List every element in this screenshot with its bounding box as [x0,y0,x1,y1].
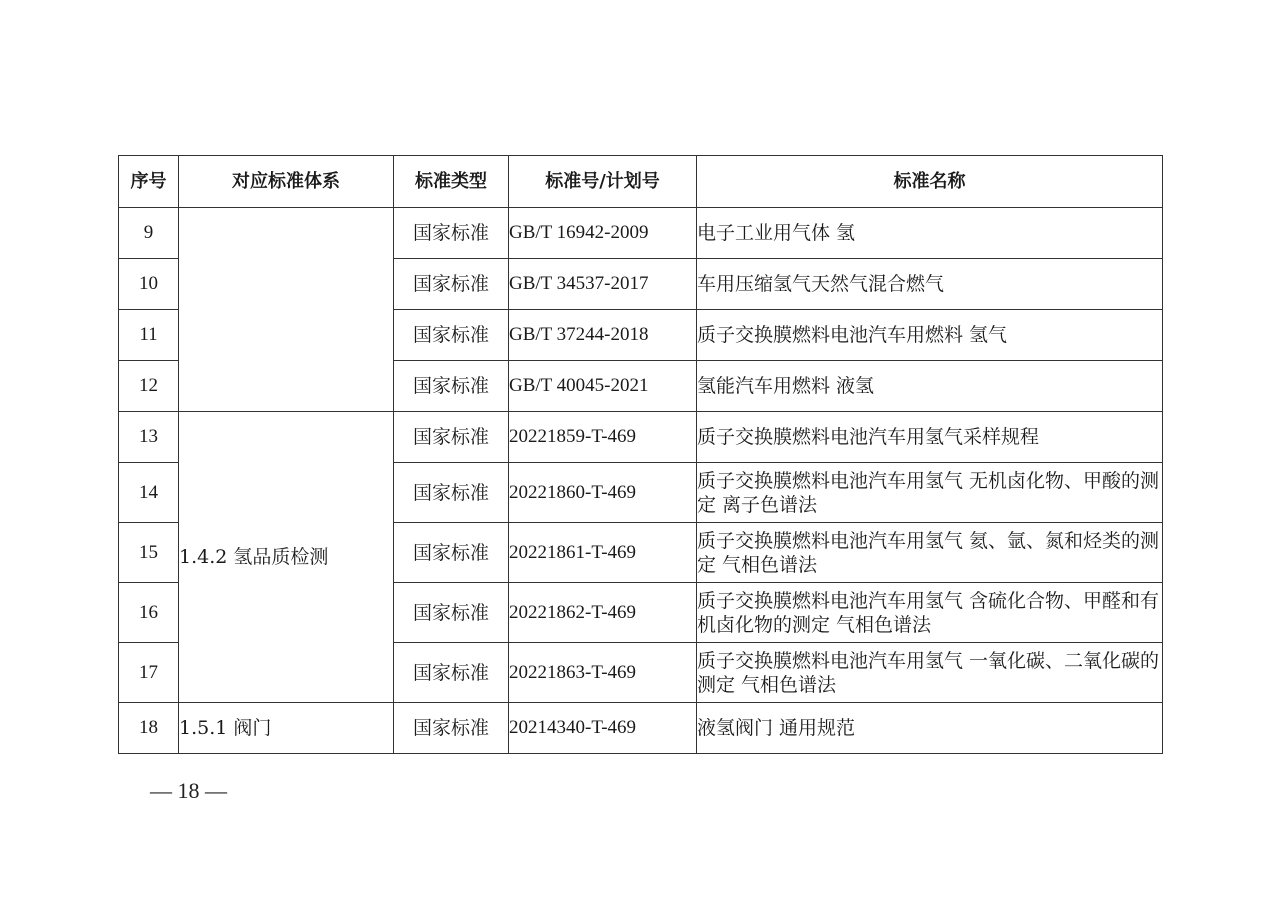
row-name: 质子交换膜燃料电池汽车用氢气 含硫化合物、甲醛和有机卤化物的测定 气相色谱法 [697,583,1163,643]
row-type: 国家标准 [394,259,509,310]
table-header-row [119,156,1163,208]
row-name: 电子工业用气体 氢 [697,208,1163,259]
row-code: GB/T 16942-2009 [509,208,697,259]
row-name: 质子交换膜燃料电池汽车用氢气 无机卤化物、甲酸的测定 离子色谱法 [697,463,1163,523]
page-number: — 18 — [150,778,227,803]
table-row [119,208,1163,259]
row-type: 国家标准 [394,703,509,754]
row-name: 质子交换膜燃料电池汽车用氢气 一氧化碳、二氧化碳的测定 气相色谱法 [697,643,1163,703]
row-type: 国家标准 [394,463,509,523]
row-seq: 9 [119,208,179,259]
row-type: 国家标准 [394,361,509,412]
standards-table [118,155,1163,754]
row-code: GB/T 40045-2021 [509,361,697,412]
row-seq: 15 [119,523,179,583]
row-seq: 17 [119,643,179,703]
header-seq: 序号 [119,156,179,208]
row-seq: 11 [119,310,179,361]
row-name: 质子交换膜燃料电池汽车用燃料 氢气 [697,310,1163,361]
row-code: 20221862-T-469 [509,583,697,643]
row-seq: 10 [119,259,179,310]
row-name: 质子交换膜燃料电池汽车用氢气 氦、氩、氮和烃类的测定 气相色谱法 [697,523,1163,583]
row-seq: 14 [119,463,179,523]
row-system [179,208,394,412]
row-type: 国家标准 [394,643,509,703]
row-system: 1.4.2 氢品质检测 [179,412,394,703]
row-name: 液氢阀门 通用规范 [697,703,1163,754]
row-code: 20221863-T-469 [509,643,697,703]
row-name: 车用压缩氢气天然气混合燃气 [697,259,1163,310]
row-code: 20214340-T-469 [509,703,697,754]
row-type: 国家标准 [394,583,509,643]
row-type: 国家标准 [394,523,509,583]
row-code: GB/T 37244-2018 [509,310,697,361]
header-type: 标准类型 [394,156,509,208]
row-code: 20221859-T-469 [509,412,697,463]
row-seq: 12 [119,361,179,412]
row-name: 氢能汽车用燃料 液氢 [697,361,1163,412]
table-row [119,412,1163,463]
row-code: 20221860-T-469 [509,463,697,523]
row-seq: 16 [119,583,179,643]
row-seq: 13 [119,412,179,463]
table-row [119,703,1163,754]
row-name: 质子交换膜燃料电池汽车用氢气采样规程 [697,412,1163,463]
header-system: 对应标准体系 [179,156,394,208]
header-name: 标准名称 [697,156,1163,208]
row-type: 国家标准 [394,412,509,463]
row-code: GB/T 34537-2017 [509,259,697,310]
row-seq: 18 [119,703,179,754]
row-type: 国家标准 [394,310,509,361]
row-type: 国家标准 [394,208,509,259]
header-code: 标准号/计划号 [509,156,697,208]
row-system: 1.5.1 阀门 [179,703,394,754]
row-code: 20221861-T-469 [509,523,697,583]
